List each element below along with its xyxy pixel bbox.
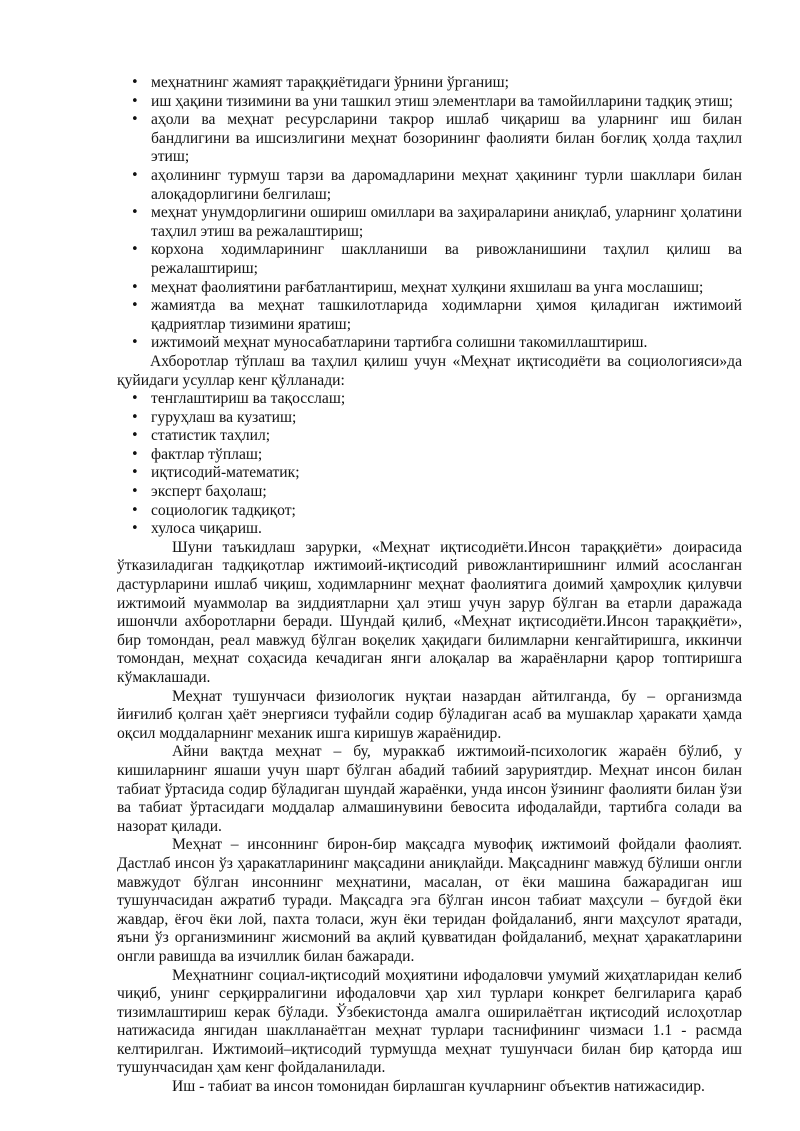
methods-intro-paragraph: Ахборотлар тўплаш ва таҳлил қилиш учун «Меҳнат иқтисодиёти ва социологияси»да қуйидаги усуллар кенг қўлланади: (117, 352, 742, 389)
list-item: • корхона ходимларининг шаклланиши ва ривожланишини таҳлил қилиш ва режалаштириш; (117, 241, 742, 278)
list-item: • тенглаштириш ва тақосслаш; (117, 390, 742, 409)
list-item: • эксперт баҳолаш; (117, 483, 742, 502)
list-item: • меҳнатнинг жамият тараққиётидаги ўрнини ўрганиш; (117, 74, 742, 93)
body-paragraph: Айни вақтда меҳнат – бу, мураккаб ижтимоий-психологик жараён бўлиб, у кишиларнинг яшаши учун шарт бўлган абадий табиий заруриятдир. Меҳнат инсон билан табиат ўртасида содир бўладиган шундай жараёнки, унда инсон ўзининг фаолияти билан ўзи ва табиат ўртасидаги моддалар алмашинувини бевосита ифодалайди, тартибга солади ва назорат қилади. (117, 743, 742, 835)
list-item: • аҳолининг турмуш тарзи ва даромадларини меҳнат ҳақининг турли шакллари билан алоқадорлигини белгилаш; (117, 167, 742, 204)
list-item: • социологик тадқиқот; (117, 502, 742, 521)
research-tasks-list (117, 74, 742, 353)
methods-list (117, 390, 742, 539)
list-item: • иқтисодий-математик; (117, 464, 742, 483)
list-item: • ижтимоий меҳнат муносабатларини тартибга солишни такомиллаштириш. (117, 334, 742, 353)
list-item: • статистик таҳлил; (117, 427, 742, 446)
list-item: • фактлар тўплаш; (117, 446, 742, 465)
list-item: • меҳнат унумдорлигини ошириш омиллари ва заҳираларини аниқлаб, уларнинг ҳолатини таҳлил этиш ва режалаштириш; (117, 204, 742, 241)
list-item: • гуруҳлаш ва кузатиш; (117, 409, 742, 428)
list-item: • иш ҳақини тизимини ва уни ташкил этиш элементлари ва тамойилларини тадқиқ этиш; (117, 93, 742, 112)
body-paragraph: Иш - табиат ва инсон томонидан бирлашган кучларнинг объектив натижасидир. (172, 1078, 705, 1096)
list-item: • хулоса чиқариш. (117, 520, 742, 539)
body-paragraph: Меҳнат – инсоннинг бирон-бир мақсадга мувофиқ ижтимоий фойдали фаолият. Дастлаб инсон ўз ҳаракатларининг мақсадини аниқлайди. Мақсаднинг мавжуд бўлиши онгли мавжудот бўлган инсоннинг меҳнатини, масалан, от ёки машина бажарадиган иш тушунчасидан ажратиб туради. Мақсадга эга бўлган инсон табиат маҳсули – буғдой ёки жавдар, ёғоч ёки лой, пахта толаси, жун ёки теридан фойдаланиб, янги маҳсулот яратади, яъни ўз организмининг жисмоний ва ақлий қувватидан фойдаланиб, меҳнат ҳаракатларини онгли равишда ва изчиллик билан бажаради. (117, 836, 742, 965)
body-paragraph: Меҳнат тушунчаси физиологик нуқтаи назардан айтилганда, бу – организмда йиғилиб қолган ҳаёт энергияси туфайли содир бўладиган асаб ва мушаклар ҳаракати ҳамда оқсил моддаларнинг механик ишга киришув жараёнидир. (117, 687, 742, 742)
list-item: • жамиятда ва меҳнат ташкилотларида ходимларни ҳимоя қиладиган ижтимоий қадриятлар тизимини яратиш; (117, 297, 742, 334)
list-item: • аҳоли ва меҳнат ресурсларини такрор ишлаб чиқариш ва уларнинг иш билан бандлигини ва ишсизлигини меҳнат бозорининг фаолияти билан боғлиқ ҳолда таҳлил этиш; (117, 111, 742, 167)
body-paragraph: Шуни таъкидлаш зарурки, «Меҳнат иқтисодиёти.Инсон тараққиёти» доирасида ўтказиладиган тадқиқотлар ижтимоий-иқтисодий ривожлантиришнинг илмий асосланган дастурларини ишлаб чиқиш, ходимларнинг меҳнат фаолиятига доимий ҳамроҳлик қилувчи ижтимоий муаммолар ва зиддиятларни ҳал этиш учун зарур бўлган ва етарли даражада ишончли ахборотларни беради. Шундай қилиб, «Меҳнат иқтисодиёти.Инсон тараққиёти», бир томондан, реал мавжуд бўлган воқелик ҳақидаги билимларни кенгайтиришга, иккинчи томондан, меҳнат соҳасида кечадиган янги алоқалар ва жараёнларни қарор топтиришга кўмаклашади. (117, 538, 742, 686)
list-item: • меҳнат фаолиятини рағбатлантириш, меҳнат хулқини яхшилаш ва унга мослашиш; (117, 279, 742, 298)
body-paragraph: Меҳнатнинг социал-иқтисодий моҳиятини ифодаловчи умумий жиҳатларидан келиб чиқиб, унинг серқирралигини ифодаловчи ҳар хил турлари конкрет белгиларига қараб тизимлаштириш керак бўлади. Ўзбекистонда амалга оширилаётган иқтисодий ислоҳотлар натижасида янгидан шаклланаётган меҳнат турлари таснифининг чизмаси 1.1 - расмда келтирилган. Ижтимоий–иқтисодий турмушда меҳнат тушунчаси билан бир қаторда иш тушунчасидан ҳам кенг фойдаланилади. (117, 966, 742, 1077)
